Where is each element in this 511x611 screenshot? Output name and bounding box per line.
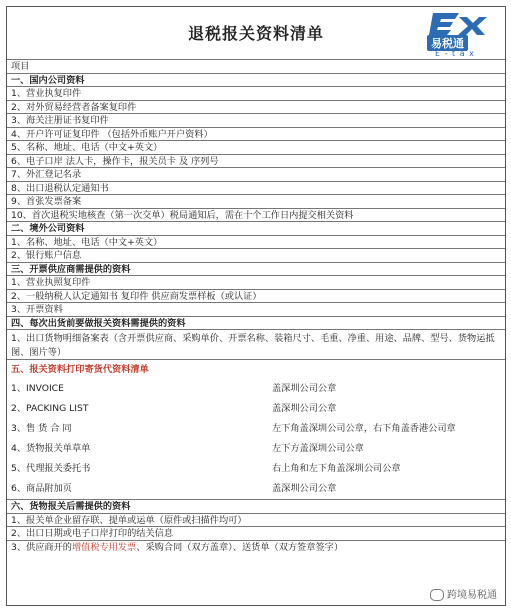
list-item: 2、出口日期或电子口岸打印的结关信息 (7, 526, 505, 540)
stamp-requirement: 盖深圳公司公章 (272, 483, 337, 494)
doc-name: 5、代理报关委托书 (11, 463, 91, 474)
list-item: 9、首张发票备案 (7, 194, 505, 208)
section-heading: 四、每次出货前要做报关资料需提供的资料 (7, 316, 505, 330)
doc-name: 1、INVOICE (11, 383, 64, 394)
logo-english-text: E - t a x (435, 49, 475, 58)
table-row (7, 419, 505, 439)
table-row (7, 399, 505, 419)
table-row (7, 459, 505, 479)
list-item: 1、名称、地址、电话（中文+英文） (7, 235, 505, 249)
section-heading-red: 五、报关资料打印寄货代资料清单 (7, 359, 505, 379)
item-prefix: 3、供应商开的 (11, 541, 72, 553)
list-item: 6、电子口岸 法人卡，操作卡，报关员卡 及 序列号 (7, 154, 505, 168)
list-item: 7、外汇登记名录 (7, 167, 505, 181)
etax-logo-icon (429, 11, 487, 37)
wechat-icon (430, 589, 444, 601)
document-title: 退税报关资料清单 (187, 24, 324, 43)
list-item: 1、报关单企业留存联、提单或运单（原件或扫描件均可） (7, 513, 505, 527)
header-row: 项目 (7, 59, 505, 73)
watermark-text: 跨境易税通 (447, 590, 497, 601)
doc-name: 2、PACKING LIST (11, 403, 89, 414)
list-item: 5、名称、地址、电话（中文+英文） (7, 140, 505, 154)
list-item: 10、首次退税实地核查（第一次交单）税局通知后，需在十个工作日内提交相关资料 (7, 208, 505, 222)
doc-name: 4、货物报关单草单 (11, 443, 91, 454)
stamp-requirement: 盖深圳公司公章 (272, 383, 337, 394)
list-item: 4、开户许可证复印件 （包括外币账户开户资料） (7, 127, 505, 141)
list-item: 8、出口退税认定通知书 (7, 181, 505, 195)
list-item: 1、营业执照复印件 (7, 275, 505, 289)
table-row (7, 479, 505, 499)
list-item: 2、银行账户信息 (7, 248, 505, 262)
section-heading: 二、境外公司资料 (7, 221, 505, 235)
checklist-table (7, 59, 505, 553)
doc-name: 6、商品附加页 (11, 483, 72, 494)
etax-logo (419, 11, 491, 59)
watermark (430, 586, 497, 601)
section-heading: 三、开票供应商需提供的资料 (7, 262, 505, 276)
list-item: 1、营业执复印件 (7, 86, 505, 100)
table-row (7, 379, 505, 399)
list-item: 2、对外贸易经营者备案复印件 (7, 100, 505, 114)
logo-chinese-text: 易税通 (427, 35, 468, 51)
list-item: 3、海关注册证书复印件 (7, 113, 505, 127)
doc-name: 3、售 货 合 同 (11, 423, 72, 434)
list-item (7, 540, 505, 554)
section-heading: 一、国内公司资料 (7, 73, 505, 87)
item-suffix: 、采购合同（双方盖章）、送货单（双方签章签字） (136, 541, 344, 553)
stamp-requirement: 盖深圳公司公章 (272, 403, 337, 414)
table-row (7, 439, 505, 459)
list-item: 3、开票资料 (7, 302, 505, 316)
document-sheet (6, 6, 506, 606)
list-item: 1、出口货物明细备案表（含开票供应商、采购单价、开票名称、装箱尺寸、毛重、净重、用途、品牌、型号、货物运抵图、图片等） (7, 329, 505, 359)
section-heading: 六、货物报关后需提供的资料 (7, 499, 505, 513)
stamp-requirement: 右上角和左下角盖深圳公司公章 (272, 463, 401, 474)
stamp-requirement: 左下角盖深圳公司公章，右下角盖香港公司章 (272, 423, 456, 434)
list-item: 2、一般纳税人认定通知书 复印件 供应商发票样板（或认证） (7, 289, 505, 303)
highlight-vat-invoice: 增值税专用发票 (71, 541, 137, 553)
stamp-requirement: 左下方盖深圳公司公章 (272, 443, 364, 454)
